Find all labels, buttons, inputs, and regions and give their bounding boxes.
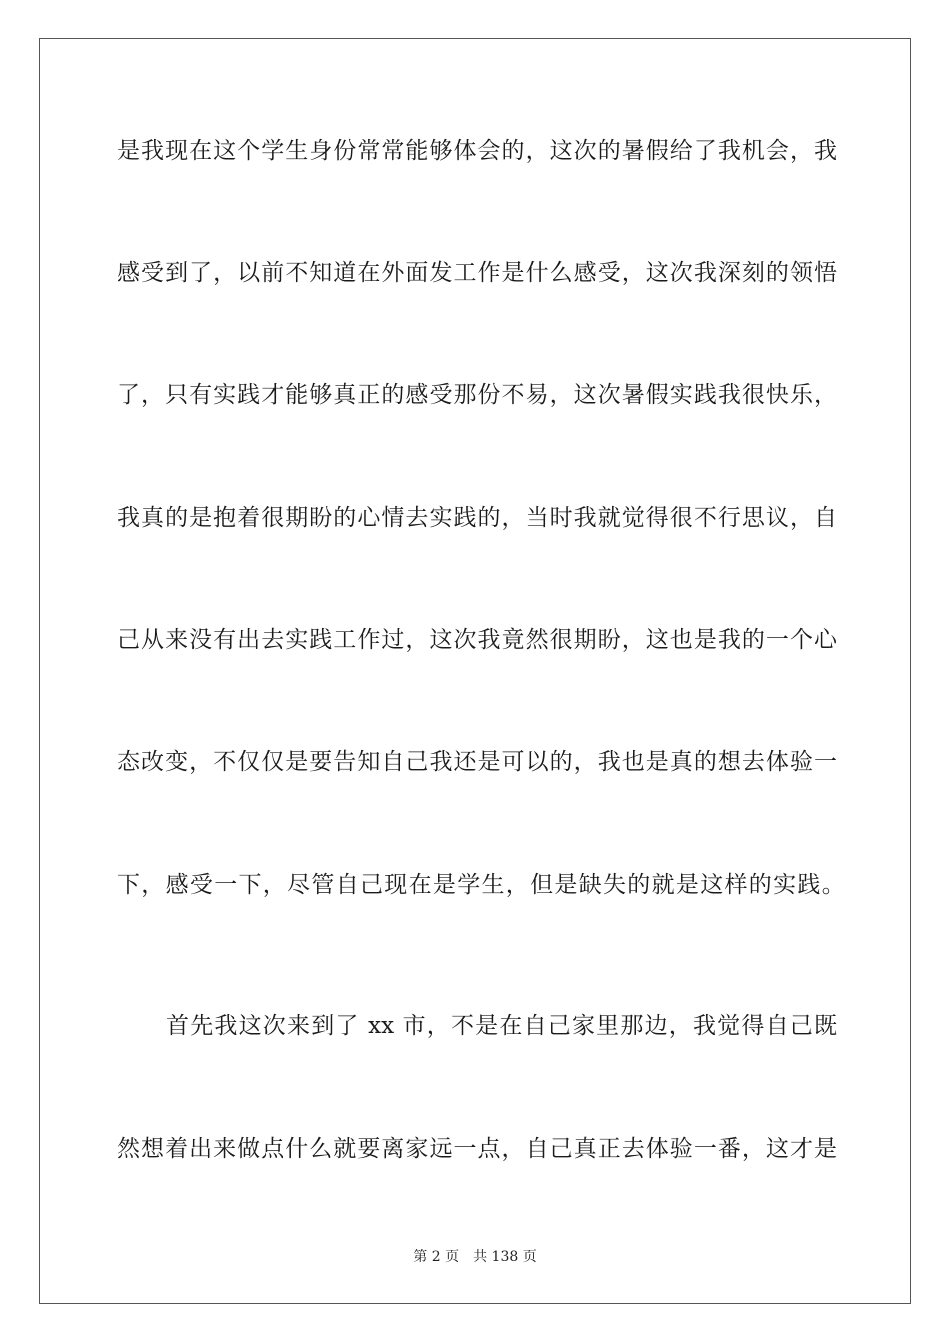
paragraph-line: 是我现在这个学生身份常常能够体会的，这次的暑假给了我机会，我 — [117, 138, 837, 164]
page-frame — [39, 38, 911, 1304]
paragraph-line: 感受到了，以前不知道在外面发工作是什么感受，这次我深刻的领悟 — [117, 260, 837, 286]
paragraph-line: 我真的是抱着很期盼的心情去实践的，当时我就觉得很不行思议，自 — [117, 505, 837, 531]
paragraph-line: 然想着出来做点什么就要离家远一点，自己真正去体验一番，这才是 — [117, 1136, 837, 1162]
page-number: 第 2 页 — [413, 1249, 460, 1265]
paragraph-line: 首先我这次来到了 xx 市，不是在自己家里那边，我觉得自己既 — [166, 1013, 837, 1039]
paragraph-line: 下，感受一下，尽管自己现在是学生，但是缺失的就是这样的实践。 — [117, 872, 846, 898]
paragraph-line: 了，只有实践才能够真正的感受那份不易，这次暑假实践我很快乐， — [117, 382, 837, 408]
paragraph-line: 态改变，不仅仅是要告知自己我还是可以的，我也是真的想去体验一 — [117, 749, 837, 775]
paragraph-line: 己从来没有出去实践工作过，这次我竟然很期盼，这也是我的一个心 — [117, 627, 837, 653]
page-total: 共 138 页 — [473, 1249, 537, 1265]
page-footer — [0, 1247, 950, 1267]
